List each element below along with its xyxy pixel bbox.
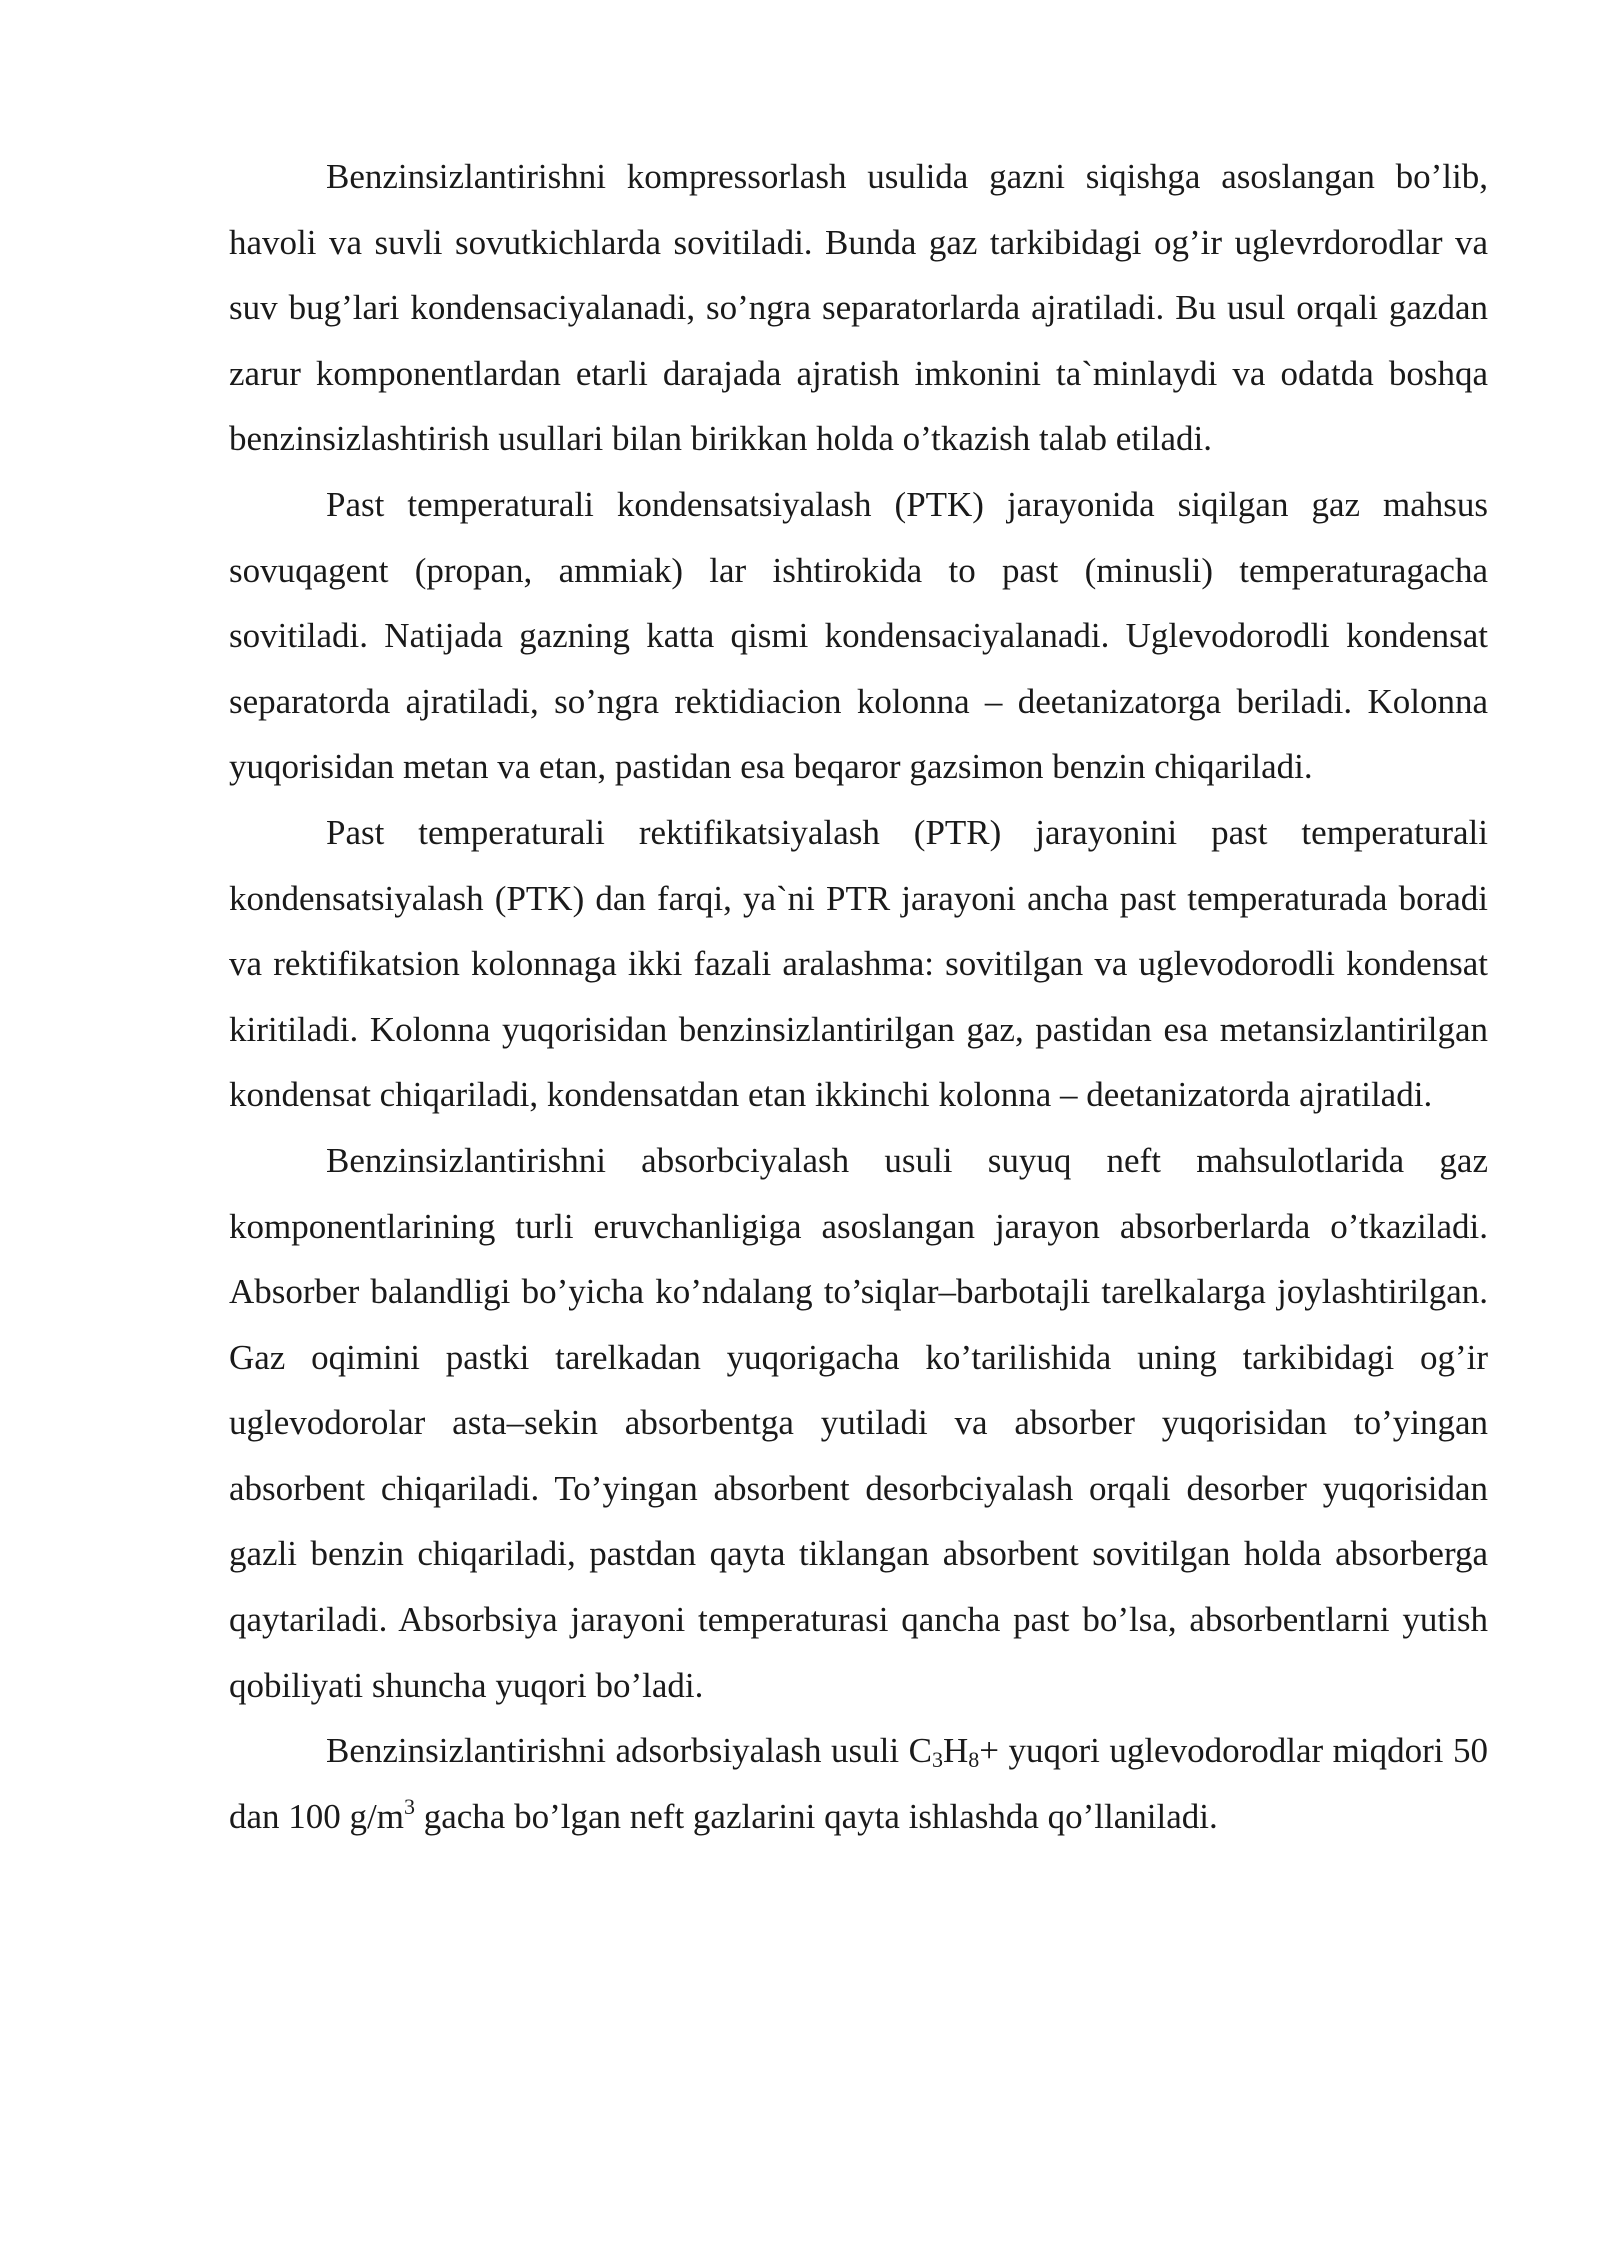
paragraph-ptr-process: Past temperaturali rektifikatsiyalash (PTR) jarayonini past temperaturali kondensatsiyalash (PTK) dan farqi, ya`ni PTR jarayoni ancha past temperaturada boradi va rektifikatsion kolonnaga ikki fazali aralashma: sovitilgan va uglevodorodli kondensat kiritiladi. Kolonna yuqorisidan benzinsizlantirilgan gaz, pastidan esa metansizlantirilgan kondensat chiqariladi, kondensatdan etan ikkinchi kolonna – deetanizatorda ajratiladi. [229,812,1488,1115]
document-body [229,144,1488,1849]
adsorption-text-part1: Benzinsizlantirishni adsorbsiyalash usuli C [326,1731,932,1771]
paragraph-adsorption-method [229,1718,1488,1849]
adsorption-text-part4: gacha bo’lgan neft gazlarini qayta ishlashda qo’llaniladi. [414,1796,1218,1836]
formula-subscript-carbon: 3 [931,1747,943,1773]
unit-superscript-cubic: 3 [403,1793,415,1819]
paragraph-compression-method: Benzinsizlantirishni kompressorlash usulida gazni siqishga asoslangan bo’lib, havoli va suvli sovutkichlarda sovitiladi. Bunda gaz tarkibidagi og’ir uglevrdorodlar va suv bug’lari kondensaciyalanadi, so’ngra separatorlarda ajratiladi. Bu usul orqali gazdan zarur komponentlardan etarli darajada ajratish imkonini ta`minlaydi va odatda boshqa benzinsizlashtirish usullari bilan birikkan holda o’tkazish talab etiladi. [229,157,1488,459]
adsorption-text-part2: H [942,1731,969,1771]
adsorption-text-part3: + yuqori uglevodorodlar miqdori 50 dan 100 g/m [229,1731,1488,1836]
paragraph-ptk-process: Past temperaturali kondensatsiyalash (PTK) jarayonida siqilgan gaz mahsus sovuqagent (propan, ammiak) lar ishtirokida to past (minusli) temperaturagacha sovitiladi. Natijada gazning katta qismi kondensaciyalanadi. Uglevodorodli kondensat separatorda ajratiladi, so’ngra rektidiacion kolonna – deetanizatorga beriladi. Kolonna yuqorisidan metan va etan, pastidan esa beqaror gazsimon benzin chiqariladi. [229,484,1488,787]
formula-subscript-hydrogen: 8 [968,1747,980,1773]
paragraph-absorption-method: Benzinsizlantirishni absorbciyalash usuli suyuq neft mahsulotlarida gaz komponentlarining turli eruvchanligiga asoslangan jarayon absorberlarda o’tkaziladi. Absorber balandligi bo’yicha ko’ndalang to’siqlar–barbotajli tarelkalarga joylashtirilgan. Gaz oqimini pastki tarelkadan yuqorigacha ko’tarilishida uning tarkibidagi og’ir uglevodorolar asta–sekin absorbentga yutiladi va absorber yuqorisidan to’yingan absorbent chiqariladi. To’yingan absorbent desorbciyalash orqali desorber yuqorisidan gazli benzin chiqariladi, pastdan qayta tiklangan absorbent sovitilgan holda absorberga qaytariladi. Absorbsiya jarayoni temperaturasi qancha past bo’lsa, absorbentlarni yutish qobiliyati shuncha yuqori bo’ladi. [229,1140,1488,1705]
